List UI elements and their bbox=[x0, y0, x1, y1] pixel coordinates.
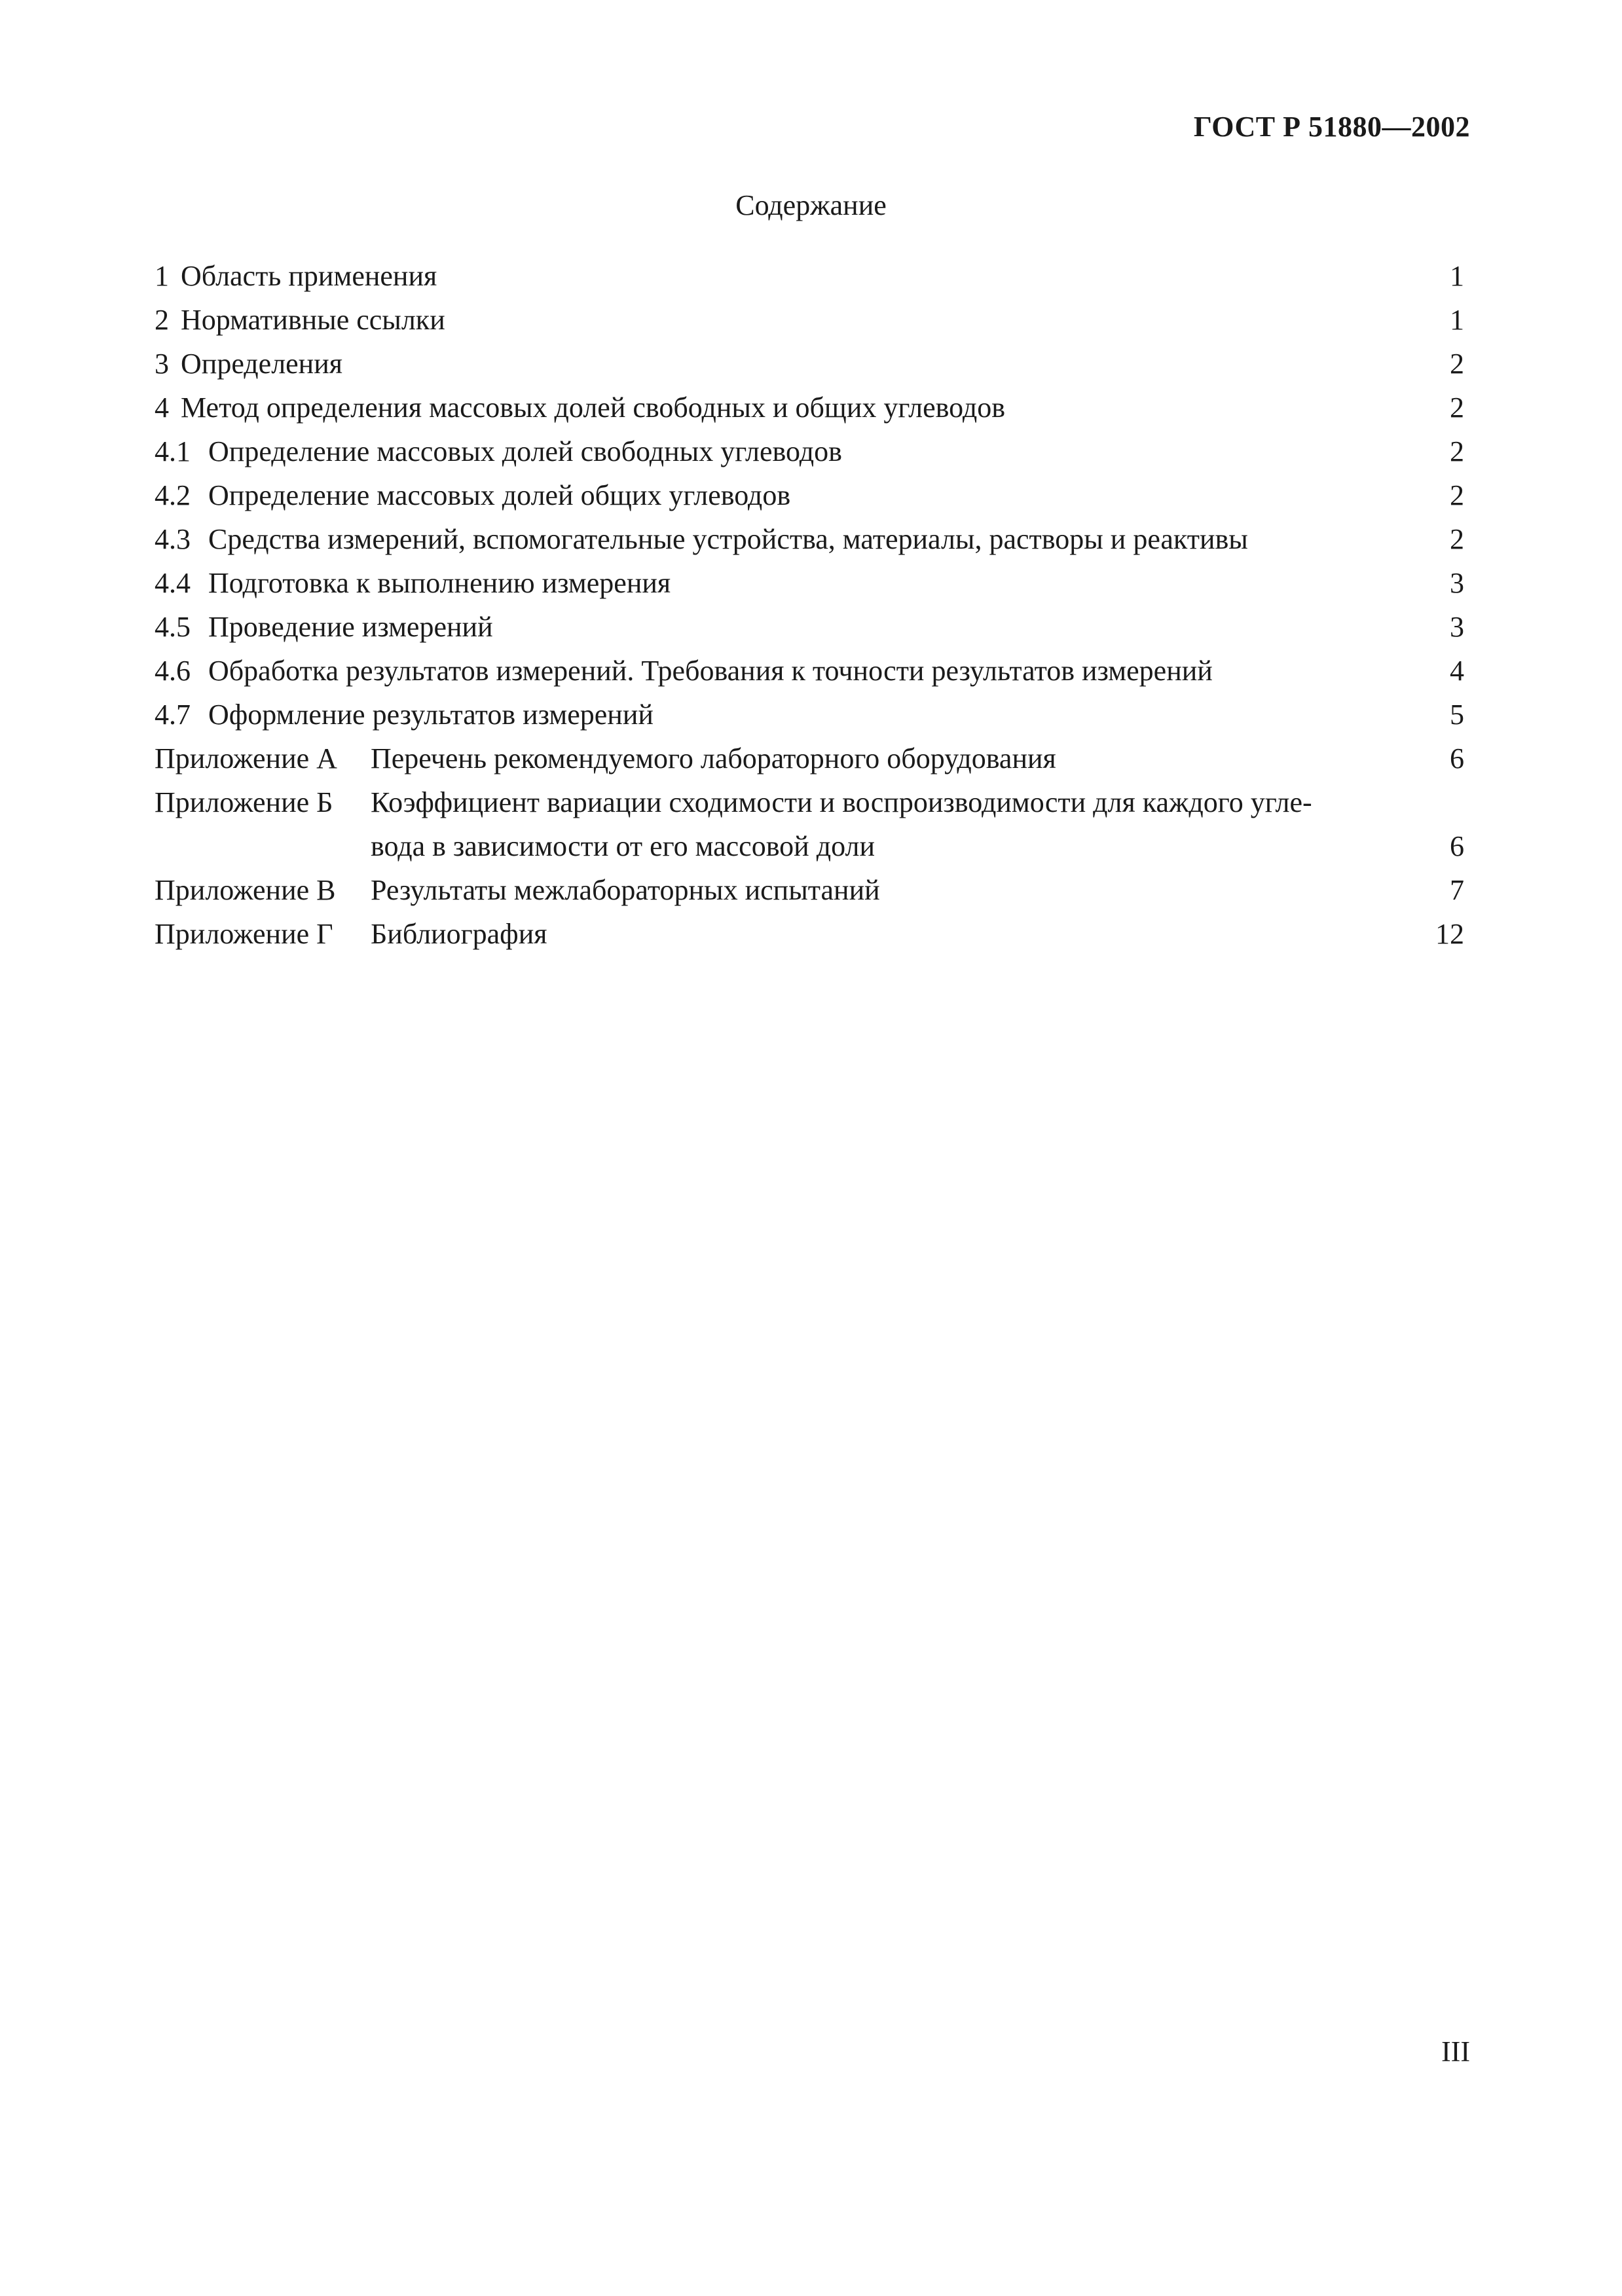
toc-item-page: 3 bbox=[1425, 561, 1464, 605]
toc-item-page: 1 bbox=[1425, 254, 1464, 298]
toc-item-page: 12 bbox=[1425, 912, 1464, 956]
document-code: ГОСТ Р 51880—2002 bbox=[1193, 111, 1470, 143]
toc-item-number: Приложение Г bbox=[155, 918, 333, 950]
toc-item[interactable] bbox=[155, 605, 1464, 649]
toc-item-label-continuation: вода в зависимости от его массовой доли bbox=[371, 830, 876, 862]
toc-item-page: 6 bbox=[1425, 824, 1464, 868]
toc-item-label: Перечень рекомендуемого лабораторного оборудования bbox=[371, 742, 1056, 774]
toc-item-label: Подготовка к выполнению измерения bbox=[208, 567, 671, 599]
table-of-contents bbox=[155, 254, 1464, 956]
toc-item-label: Нормативные ссылки bbox=[181, 304, 445, 336]
toc-item-label: Проведение измерений bbox=[208, 611, 493, 643]
toc-item-label: Коэффициент вариации сходимости и воспроизводимости для каждого угле- bbox=[371, 786, 1312, 818]
toc-item-number: 3 bbox=[155, 348, 169, 380]
toc-item-page: 6 bbox=[1425, 737, 1464, 780]
toc-item-number: 4.1 bbox=[155, 435, 191, 467]
toc-item[interactable] bbox=[155, 254, 1464, 298]
toc-item-number: 4.2 bbox=[155, 479, 191, 511]
toc-item-appendix-b[interactable] bbox=[155, 780, 1464, 824]
toc-item[interactable] bbox=[155, 298, 1464, 342]
toc-item-page: 1 bbox=[1425, 298, 1464, 342]
toc-item-appendix-a[interactable] bbox=[155, 737, 1464, 780]
toc-item[interactable] bbox=[155, 342, 1464, 386]
toc-item-page: 2 bbox=[1425, 429, 1464, 473]
toc-item[interactable] bbox=[155, 649, 1464, 693]
toc-item-number: 4.5 bbox=[155, 611, 191, 643]
toc-item-number: 4.6 bbox=[155, 655, 191, 687]
toc-item-number: 4 bbox=[155, 392, 169, 424]
toc-item-number: Приложение А bbox=[155, 742, 337, 774]
toc-item-label: Определения bbox=[181, 348, 343, 380]
toc-item[interactable] bbox=[155, 429, 1464, 473]
toc-item-continuation[interactable] bbox=[155, 824, 1464, 868]
toc-item-label: Оформление результатов измерений bbox=[208, 699, 654, 731]
toc-item-page: 2 bbox=[1425, 342, 1464, 386]
toc-item-appendix-v[interactable] bbox=[155, 868, 1464, 912]
toc-item[interactable] bbox=[155, 473, 1464, 517]
toc-item-page: 3 bbox=[1425, 605, 1464, 649]
toc-item-number: Приложение Б bbox=[155, 786, 333, 818]
toc-item[interactable] bbox=[155, 386, 1464, 429]
toc-item-label: Область применения bbox=[181, 260, 437, 292]
toc-item-appendix-g[interactable] bbox=[155, 912, 1464, 956]
toc-item[interactable] bbox=[155, 561, 1464, 605]
toc-item-page: 7 bbox=[1425, 868, 1464, 912]
toc-item-label: Обработка результатов измерений. Требования к точности результатов измерений bbox=[208, 655, 1213, 687]
toc-item[interactable] bbox=[155, 693, 1464, 737]
toc-item-number: 4.3 bbox=[155, 523, 191, 555]
toc-item-page: 2 bbox=[1425, 386, 1464, 429]
toc-item-number: 1 bbox=[155, 260, 169, 292]
toc-item-page: 5 bbox=[1425, 693, 1464, 737]
toc-item-number: 2 bbox=[155, 304, 169, 336]
page-number: III bbox=[1441, 2035, 1470, 2068]
toc-item-page: 2 bbox=[1425, 473, 1464, 517]
toc-item-label: Метод определения массовых долей свободных и общих углеводов bbox=[181, 392, 1006, 424]
toc-item-number: 4.7 bbox=[155, 699, 191, 731]
toc-item-page: 2 bbox=[1425, 517, 1464, 561]
toc-item-label: Определение массовых долей общих углеводов bbox=[208, 479, 791, 511]
toc-item-number: Приложение В bbox=[155, 874, 336, 906]
toc-item-label: Библиография bbox=[371, 918, 547, 950]
toc-item-page: 4 bbox=[1425, 649, 1464, 693]
toc-item-number: 4.4 bbox=[155, 567, 191, 599]
toc-item-label: Результаты межлабораторных испытаний bbox=[371, 874, 880, 906]
toc-item-label: Определение массовых долей свободных углеводов bbox=[208, 435, 842, 467]
toc-title: Содержание bbox=[735, 189, 887, 221]
toc-item-label: Средства измерений, вспомогательные устройства, материалы, растворы и реактивы bbox=[208, 523, 1248, 555]
toc-item[interactable] bbox=[155, 517, 1464, 561]
